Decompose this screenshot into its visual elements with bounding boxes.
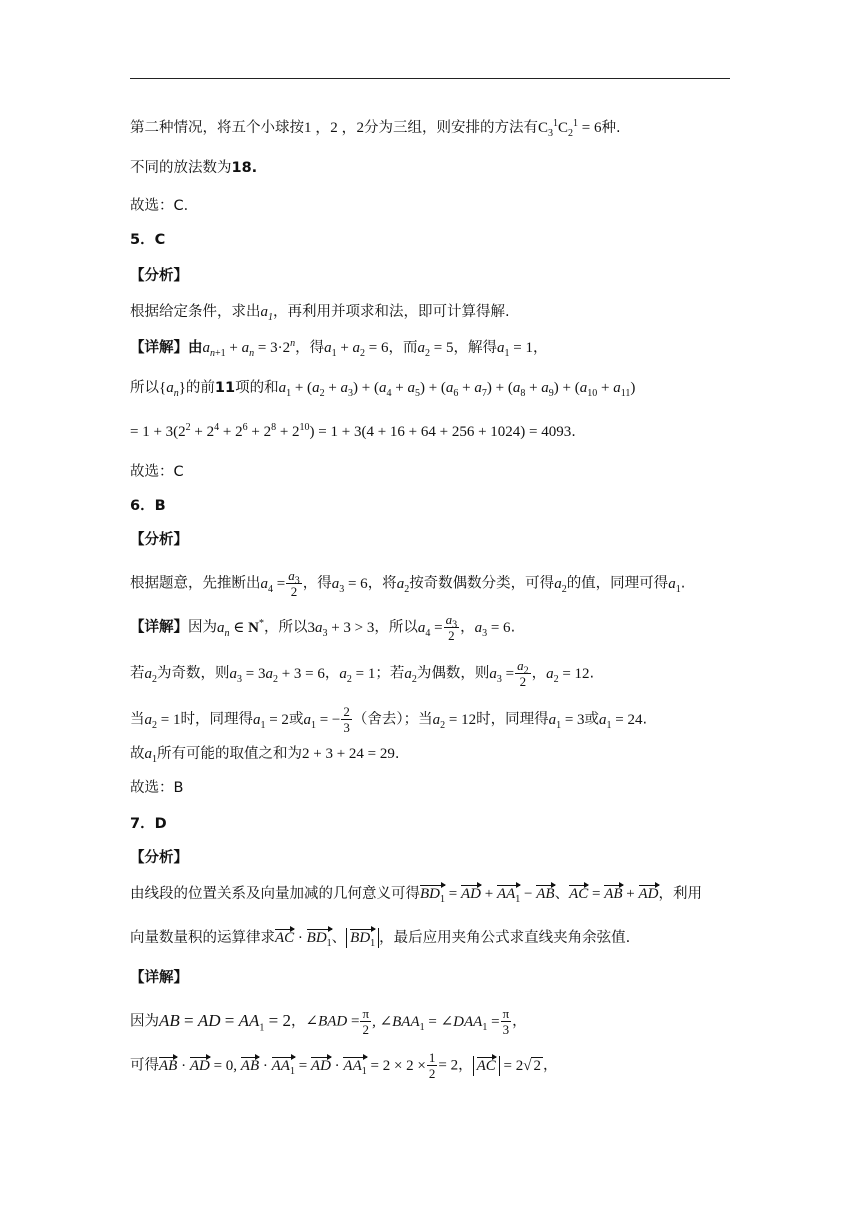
text-line: 根据给定条件，求出$a_1$，再利用并项求和法，即可计算得解. xyxy=(130,304,510,323)
formula-line: = $1 + 3(2^2 + 2^4 + 2^6 + 2^8 + 2^{10}) = 1 + 3(4 + 16 + 64 + 256 + 1024) = 4093$. xyxy=(130,422,576,440)
text-line: 可得AB · AD = 0, AB · $AA_1$ = AD · $AA_1 = 2 \times 2$ × $\frac{1}{2}$ = 2， AC = 2√ 2 ， xyxy=(130,1050,558,1081)
analysis-heading: 【分析】 xyxy=(130,850,188,866)
detail-heading: 【详解】 xyxy=(130,970,188,986)
header-rule xyxy=(130,78,730,79)
answer-line: 故选：C xyxy=(130,464,184,480)
question-number-6: 6．B xyxy=(130,498,166,514)
text-line: 若$a_2$为奇数，则$a_3 = 3a_2 + 3 = 6$，$a_2 = 1$；若$a_2$为偶数，则$a_3$ = $\frac{a_2}{2}$ ，$a_2 = 12$. xyxy=(130,658,595,689)
analysis-heading: 【分析】 xyxy=(130,532,188,548)
text-line: 所以$\{a_n\}$的前11项的和$a_1 + (a_2 + a_3) + (a_4 + a_5) + (a_6 + a_7) + (a_8 + a_9) + (a_{10} + a_{11})$ xyxy=(130,380,636,399)
text-line: 不同的放法数为18. xyxy=(130,160,258,176)
analysis-heading: 【分析】 xyxy=(130,268,188,284)
answer-line: 故选：C． xyxy=(130,198,199,214)
question-number-7: 7．D xyxy=(130,816,167,832)
text-line: 因为AB = AD = $AA_1 = 2$，∠BAD = $\frac{\pi}{2}$ , $\angle BAA_1$ = $\angle DAA_1$ = $\frac{\pi}{3}$ ， xyxy=(130,1006,527,1037)
text-line: 由线段的位置关系及向量加减的几何意义可得$BD_1$ = AD + $AA_1$ − AB、AC = AB + AD，利用 xyxy=(130,886,702,905)
text-line: 故$a_1$所有可能的取值之和为2 + 3 + 24 = 29. xyxy=(130,746,400,765)
text-line: 向量数量积的运算律求AC · $BD_1$、 $BD_1$ ，最后应用夹角公式求直线夹角余弦值. xyxy=(130,930,631,949)
text-line: 【详解】由$a_{n+1} + a_n = 3\cdot 2^n$，得$a_1 + a_2 = 6$，而$a_2 = 5$，解得$a_1 = 1$， xyxy=(130,338,548,359)
text-line: 根据题意，先推断出$a_4$ = $\frac{a_3}{2}$ ，得$a_3 = 6$，将$a_2$按奇数偶数分类，可得$a_2$的值，同理可得$a_1$. xyxy=(130,568,686,599)
answer-line: 故选：B xyxy=(130,780,184,796)
text-line: 【详解】因为$a_n$ ∈ N*，所以$3a_3 + 3 > 3$，所以$a_4$ = $\frac{a_3}{2}$ ，$a_3 = 6$. xyxy=(130,612,516,643)
text-line: 当$a_2 = 1$时，同理得$a_1 = 2$或$a_1$ = − $\frac{2}{3}$ （舍去）；当$a_2 = 12$时，同理得$a_1 = 3$或$a_1 = 24$. xyxy=(130,704,648,735)
question-number-5: 5．C xyxy=(130,232,166,248)
text-line: 第二种情况，将五个小球按1 ，2 ，2分为三组，则安排的方法有$C_3^1C_2^1 = 6$种. xyxy=(130,118,621,139)
